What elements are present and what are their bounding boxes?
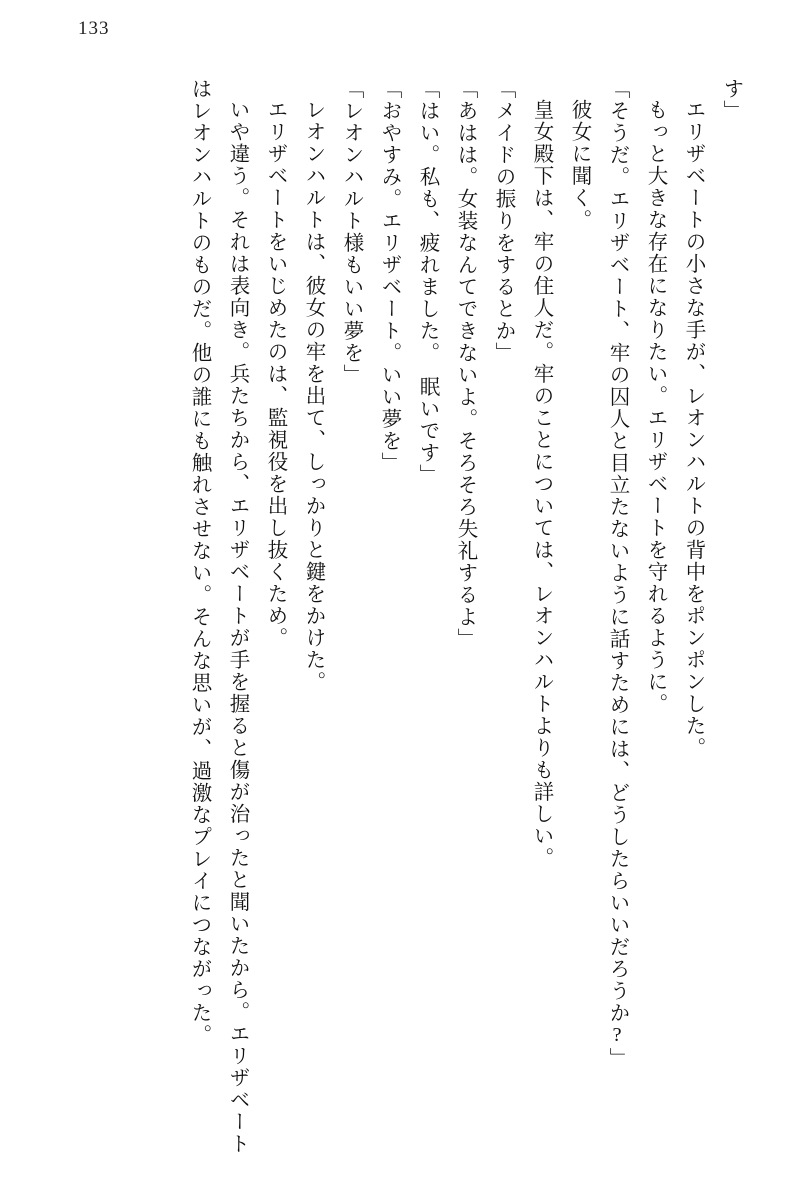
paragraph: 皇女殿下は、牢の住人だ。牢のことについては、レオンハルトよりも詳しい。 — [530, 98, 552, 869]
paragraph: 「おやすみ。エリザベート。いい夢を」 — [378, 78, 400, 474]
paragraph: 「メイドの振りをするとか」 — [492, 78, 514, 364]
paragraph: 彼女に聞く。 — [568, 98, 590, 231]
paragraph: 「はい。私も、疲れました。 眠いです」 — [416, 78, 438, 486]
paragraph: す」 — [720, 78, 742, 122]
paragraph: 「そうだ。エリザベート、牢の囚人と目立たないように話すためには、どうしたらいいだろうか?」 — [606, 78, 628, 1070]
page-number: 133 — [78, 18, 110, 39]
paragraph: エリザベートの小さな手が、レオンハルトの背中をポンポンした。 — [682, 98, 704, 759]
paragraph: いや違う。それは表向き。兵たちから、エリザベートが手を握ると傷が治ったと聞いたから。エリザベートはレオンハルトのものだ。他の誰にも触れさせない。そんな思いが、過激なプレイにつながった。 — [188, 78, 248, 1155]
paragraph: もっと大きな存在になりたい。エリザベートを守れるように。 — [644, 98, 666, 715]
paragraph: レオンハルトは、彼女の牢を出て、しっかりと鍵をかけた。 — [302, 98, 324, 693]
paragraph: 「あはは。女装なんてできないよ。そろそろ失礼するよ」 — [454, 78, 476, 650]
paragraph: エリザベートをいじめたのは、監視役を出し抜くため。 — [264, 98, 286, 649]
paragraph: 「レオンハルト様もいい夢を」 — [340, 78, 362, 386]
page-body-text — [44, 78, 750, 1168]
